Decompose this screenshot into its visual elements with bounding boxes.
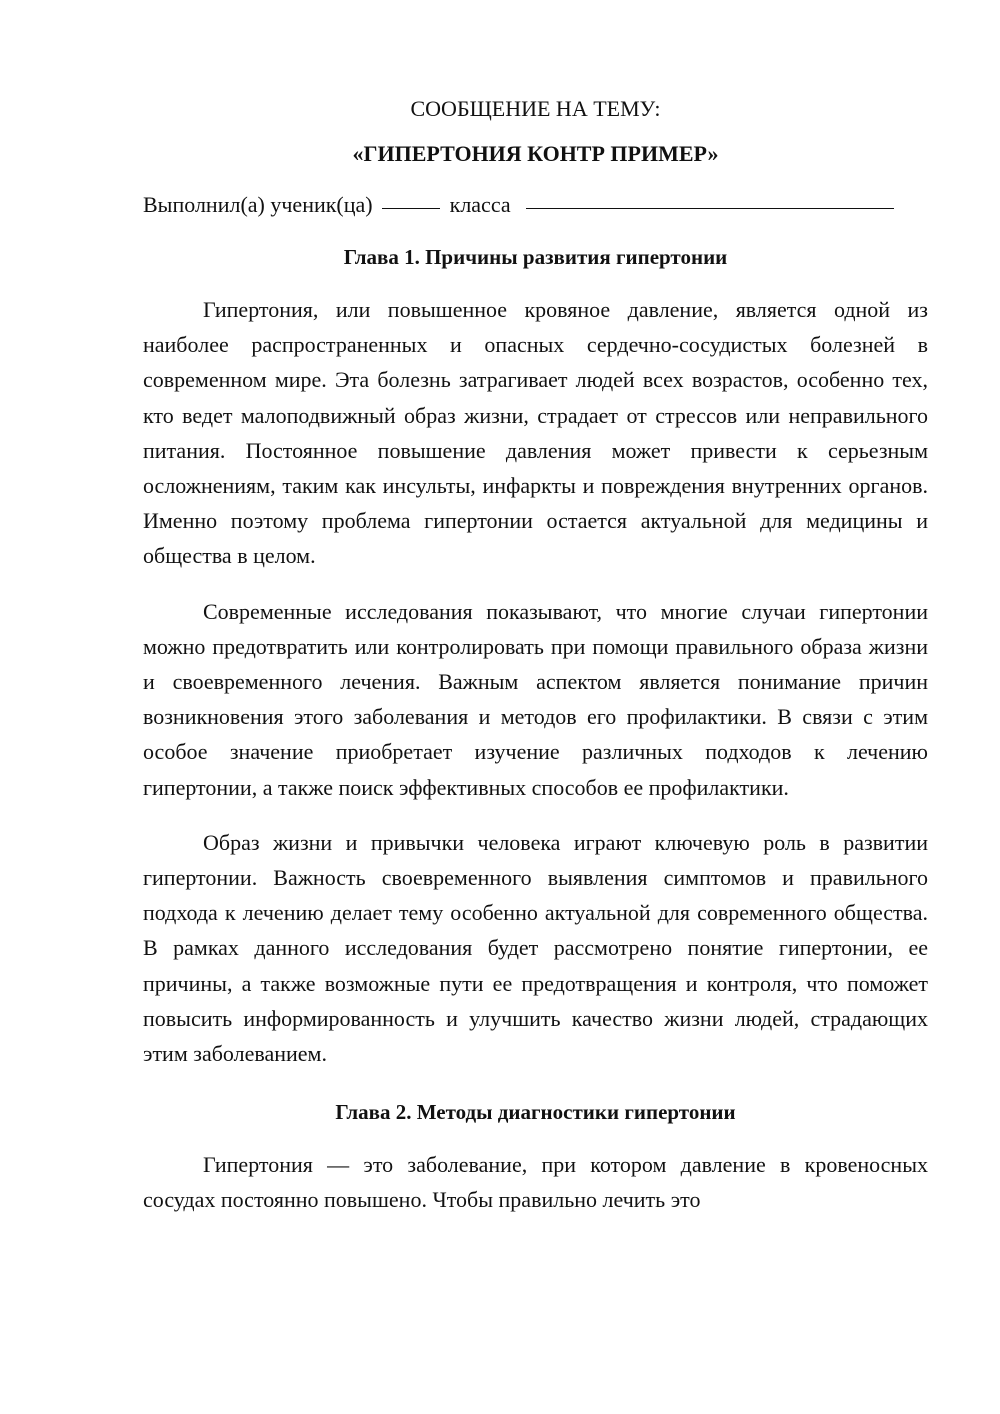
- chapter1-paragraph-2: Современные исследования показывают, что многие случаи гипертонии можно предотвратить или контролировать при помощи правильного образа жизни и своевременного лечения. Важным аспектом является понимание причин возникновения этого заболевания и методов его профилактики. В связи с этим особое значение приобретает изучение различных подходов к лечению гипертонии, а также поиск эффективных способов ее профилактики.: [143, 598, 928, 800]
- chapter2-paragraph-1: Гипертония — это заболевание, при котором давление в кровеносных сосудах постоянно повышено. Чтобы правильно лечить это: [143, 1152, 928, 1213]
- chapter1-heading: Глава 1. Причины развития гипертонии: [343, 245, 728, 269]
- author-line: [143, 189, 928, 220]
- chapter2-heading: Глава 2. Методы диагностики гипертонии: [335, 1100, 736, 1125]
- chapter1-paragraph-3: Образ жизни и привычки человека играют ключевую роль в развитии гипертонии. Важность своевременного выявления симптомов и правильного подхода к лечению делает тему особенно актуальной для современного общества. В рамках данного исследования будет рассмотрено понятие гипертонии, ее причины, а также возможные пути ее предотвращения и контроля, что поможет повысить информированность и улучшить качество жизни людей, страдающих этим заболеванием.: [143, 829, 928, 1067]
- name-blank: [526, 186, 894, 209]
- document-title-line1: СООБЩЕНИЕ НА ТЕМУ:: [410, 96, 661, 121]
- author-middle: класса: [449, 192, 511, 217]
- class-number-blank: [382, 186, 440, 209]
- document-page: [143, 90, 928, 1218]
- chapter1-paragraph-1: Гипертония, или повышенное кровяное давление, является одной из наиболее распространенных и опасных сердечно-сосудистых болезней в современном мире. Эта болезнь затрагивает людей всех возрастов, особенно тех, кто ведет малоподвижный образ жизни, страдает от стрессов или неправильного питания. Постоянное повышение давления может привести к серьезным осложнениям, таким как инсульты, инфаркты и повреждения внутренних органов. Именно поэтому проблема гипертонии остается актуальной для медицины и общества в целом.: [143, 297, 928, 569]
- author-prefix: Выполнил(а) ученик(ца): [143, 192, 373, 217]
- document-title-line2: «ГИПЕРТОНИЯ КОНТР ПРИМЕР»: [352, 141, 719, 166]
